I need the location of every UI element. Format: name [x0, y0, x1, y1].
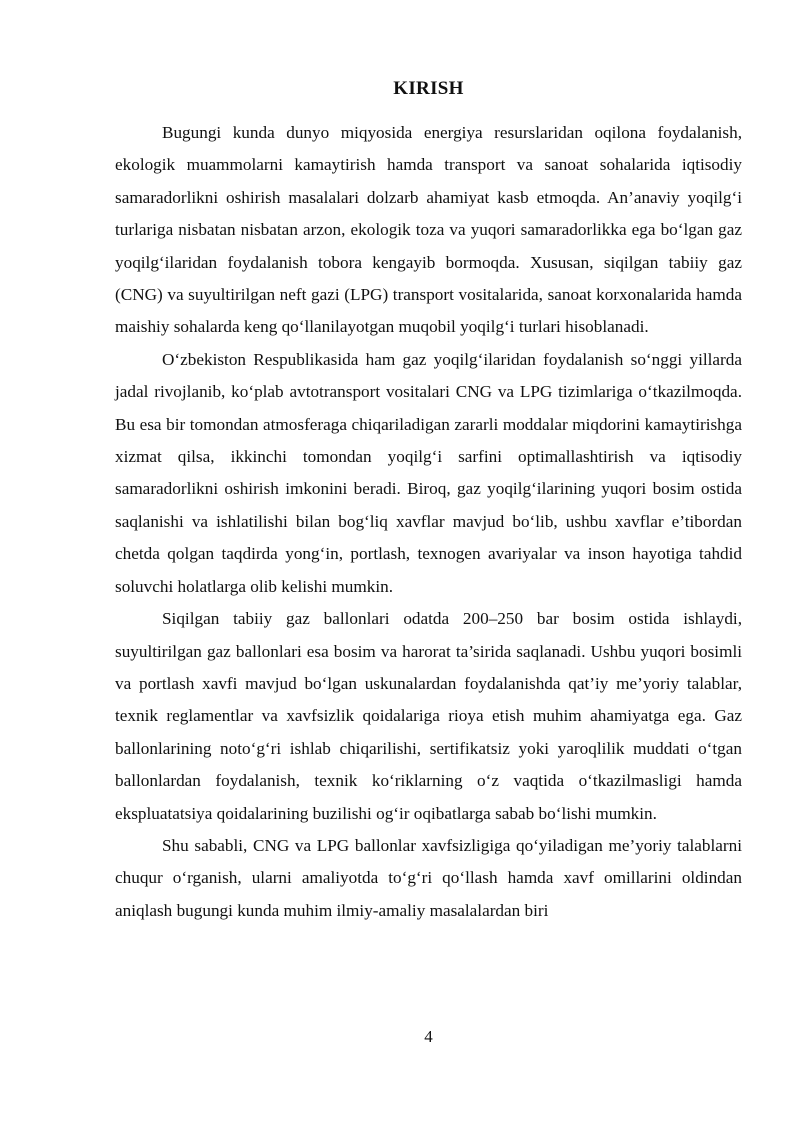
page-title: KIRISH [393, 78, 464, 99]
paragraph-1: Bugungi kunda dunyo miqyosida energiya resurslaridan oqilona foydalanish, ekologik muammolarni kamaytirish hamda transport va sanoat sohalarida iqtisodiy samaradorlikni oshirish masalalari dolzarb ahamiyat kasb etmoqda. An’anaviy yoqilg‘i turlariga nisbatan nisbatan arzon, ekologik toza va yuqori samaradorlikka ega bo‘lgan gaz yoqilg‘ilaridan foydalanish tobora kengayib bormoqda. Xususan, siqilgan tabiiy gaz (CNG) va suyultirilgan neft gazi (LPG) transport vositalarida, sanoat korxonalarida hamda maishiy sohalarda keng qo‘llanilayotgan muqobil yoqilg‘i turlari hisoblanadi. [115, 123, 742, 337]
body-text [115, 117, 742, 927]
paragraph-4: Shu sababli, CNG va LPG ballonlar xavfsizligiga qo‘yiladigan me’yoriy talablarni chuqur o‘rganish, ularni amaliyotda to‘g‘ri qo‘llash hamda xavf omillarini oldindan aniqlash bugungi kunda muhim ilmiy-amaliy masalalardan biri [115, 835, 742, 920]
page-number: 4 [424, 1027, 433, 1046]
paragraph-2: O‘zbekiston Respublikasida ham gaz yoqilg‘ilaridan foydalanish so‘nggi yillarda jadal rivojlanib, ko‘plab avtotransport vositalari CNG va LPG tizimlariga o‘tkazilmoqda. Bu esa bir tomondan atmosferaga chiqariladigan zararli moddalar miqdorini kamaytirishga xizmat qilsa, ikkinchi tomondan yoqilg‘i sarfini optimallashtirish va iqtisodiy samaradorlikni oshirish imkonini beradi. Biroq, gaz yoqilg‘ilarining yuqori bosim ostida saqlanishi va ishlatilishi bilan bog‘liq xavflar mavjud bo‘lib, ushbu xavflar e’tibordan chetda qolgan taqdirda yong‘in, portlash, texnogen avariyalar va inson hayotiga tahdid soluvchi holatlarga olib kelishi mumkin. [115, 349, 742, 596]
paragraph-3: Siqilgan tabiiy gaz ballonlari odatda 200–250 bar bosim ostida ishlaydi, suyultirilgan gaz ballonlari esa bosim va harorat ta’sirida saqlanadi. Ushbu yuqori bosimli va portlash xavfi mavjud bo‘lgan uskunalardan foydalanishda qat’iy me’yoriy talablar, texnik reglamentlar va xavfsizlik qoidalariga rioya etish muhim ahamiyatga ega. Gaz ballonlarining noto‘g‘ri ishlab chiqarilishi, sertifikatsiz yoki yaroqlilik muddati o‘tgan ballonlardan foydalanish, texnik ko‘riklarning o‘z vaqtida o‘tkazilmasligi hamda ekspluatatsiya qoidalarining buzilishi og‘ir oqibatlarga sabab bo‘lishi mumkin. [115, 609, 742, 823]
